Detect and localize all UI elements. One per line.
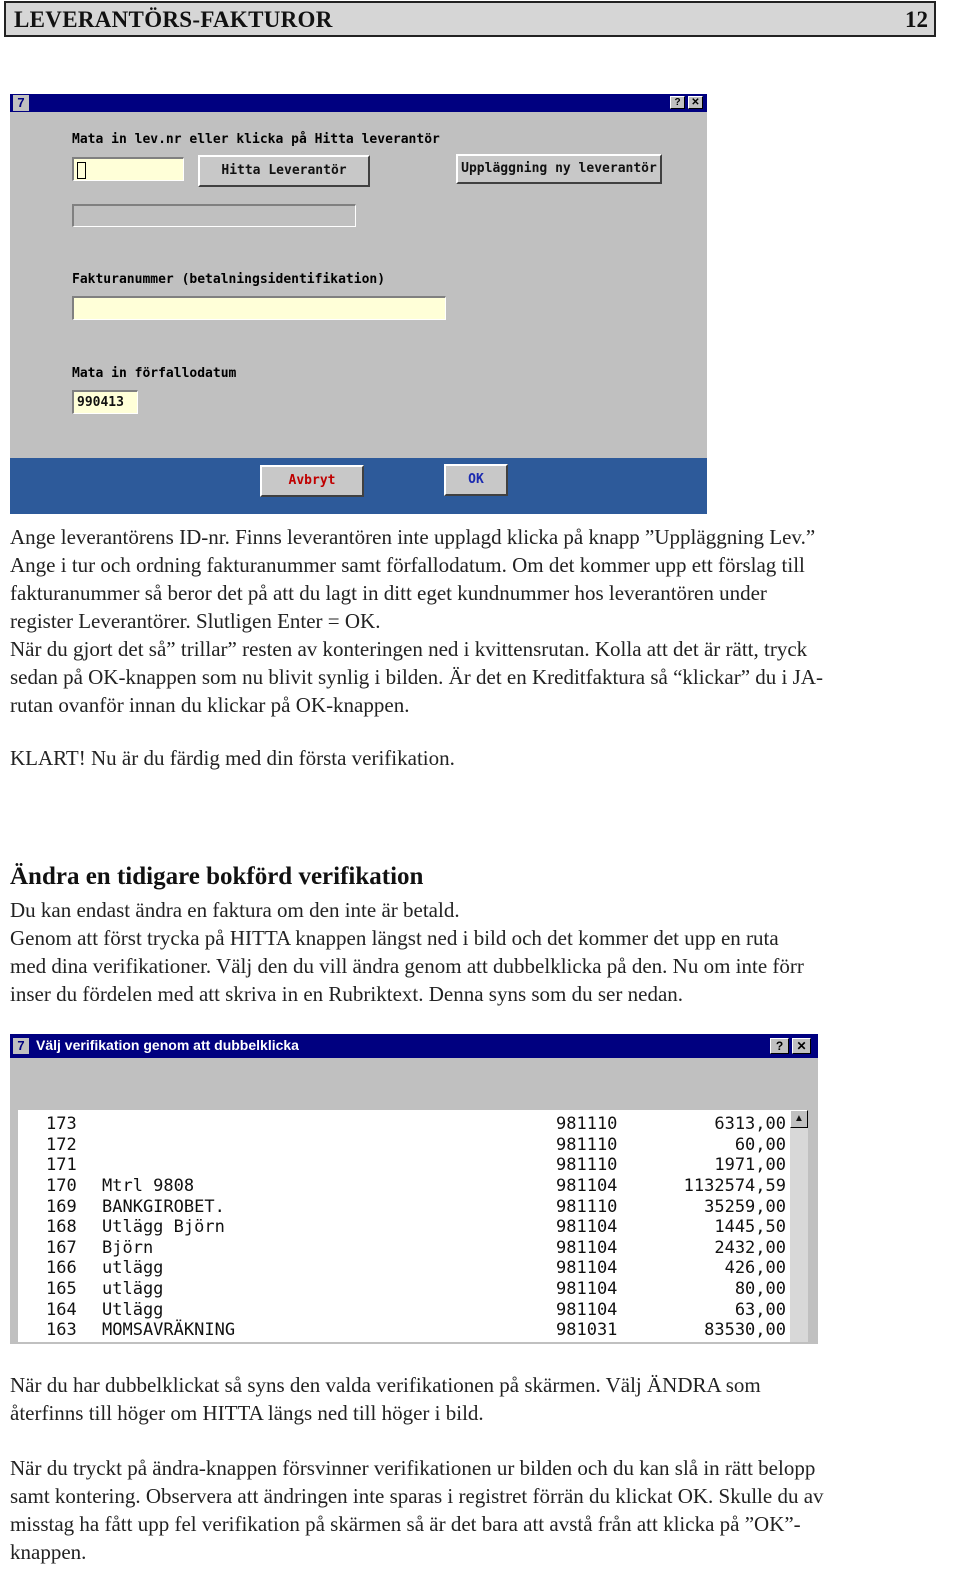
text-line: med dina verifikationer. Välj den du vill ändra genom att dubbelklicka på den. Nu om inte förr: [10, 954, 804, 978]
text-line: När du gjort det så” trillar” resten av konteringen ned i kvittensrutan. Kolla att det är rätt, tryck: [10, 637, 808, 661]
dialog-titlebar: [10, 94, 707, 112]
page-title: LEVERANTÖRS-FAKTUROR: [14, 7, 333, 32]
help-icon[interactable]: ?: [770, 1038, 789, 1054]
text-line: fakturanummer så beror det på att du lagt in ditt eget kundnummer hos leverantören under: [10, 581, 767, 605]
list-item[interactable]: 169 BANKGIROBET. 981110 35259,00: [46, 1197, 786, 1217]
vertical-scrollbar[interactable]: [790, 1110, 808, 1342]
instruction-text: [10, 523, 823, 719]
list-item[interactable]: 172 981110 60,00: [46, 1135, 786, 1155]
text-line: Ange i tur och ordning fakturanummer samt förfallodatum. Om det kommer upp ett förslag till: [10, 553, 805, 577]
text-line: Genom att först trycka på HITTA knappen längst ned i bild och det kommer det upp en ruta: [10, 926, 779, 950]
list-item[interactable]: 168 Utlägg Björn 981104 1445,50: [46, 1217, 786, 1237]
cancel-button[interactable]: Avbryt: [260, 465, 364, 497]
text-cursor: [77, 162, 86, 179]
supplier-label: Mata in lev.nr eller klicka på Hitta leverantör: [72, 132, 440, 147]
text-line: rutan ovanför innan du klickar på OK-knappen.: [10, 693, 410, 717]
close-icon[interactable]: ✕: [688, 96, 703, 109]
help-icon[interactable]: ?: [670, 96, 685, 109]
text-line: När du har dubbelklickat så syns den valda verifikationen på skärmen. Välj ÄNDRA som: [10, 1373, 761, 1397]
dialog-titlebar: [10, 1034, 818, 1058]
text-line: Ange leverantörens ID-nr. Finns leverantören inte upplagd klicka på knapp ”Uppläggning Lev.”: [10, 525, 816, 549]
ok-button[interactable]: OK: [444, 464, 508, 496]
text-line: inser du fördelen med att skriva in en Rubriktext. Denna syns som du ser nedan.: [10, 982, 684, 1006]
due-date-input[interactable]: 990413: [72, 390, 138, 414]
section-text: [10, 896, 804, 1008]
invoice-number-label: Fakturanummer (betalningsidentifikation): [72, 272, 386, 287]
text-line: misstag ha fått upp fel verifikation på skärmen så är det bara att avstå från att klicka på ”OK”-: [10, 1512, 801, 1536]
list-item[interactable]: 166 utlägg 981104 426,00: [46, 1258, 786, 1278]
text-line: knappen.: [10, 1540, 87, 1564]
edit-instruction-text: [10, 1454, 824, 1566]
close-icon[interactable]: ✕: [792, 1038, 811, 1054]
text-line: register Leverantörer. Slutligen Enter = OK.: [10, 609, 381, 633]
text-line: samt kontering. Observera att ändringen inte sparas i registret förrän du klickat OK. Skulle du av: [10, 1484, 824, 1508]
klart-text: KLART! Nu är du färdig med din första verifikation.: [10, 746, 455, 770]
list-item[interactable]: 164 Utlägg 981104 63,00: [46, 1300, 786, 1320]
list-item[interactable]: 171 981110 1971,00: [46, 1155, 786, 1175]
text-line: När du tryckt på ändra-knappen försvinner verifikationen ur bilden och du kan slå in rätt belopp: [10, 1456, 816, 1480]
list-item[interactable]: 167 Björn 981104 2432,00: [46, 1238, 786, 1258]
invoice-entry-dialog: [10, 94, 707, 514]
list-item[interactable]: 165 utlägg 981104 80,00: [46, 1279, 786, 1299]
due-date-label: Mata in förfallodatum: [72, 366, 237, 381]
invoice-number-input[interactable]: [72, 296, 446, 320]
list-item[interactable]: 170 Mtrl 9808 981104 1132574,59: [46, 1176, 786, 1196]
page-header: [4, 1, 936, 37]
choose-verification-dialog: [10, 1034, 818, 1344]
list-item[interactable]: 163 MOMSAVRÄKNING 981031 83530,00: [46, 1320, 786, 1340]
section-heading: Ändra en tidigare bokförd verifikation: [10, 863, 424, 890]
scroll-up-arrow-icon[interactable]: ▲: [790, 1110, 808, 1128]
verification-list[interactable]: [18, 1110, 790, 1342]
new-supplier-button[interactable]: Uppläggning ny leverantör: [456, 154, 662, 184]
app-icon: 7: [13, 95, 29, 111]
dialog-button-bar: [10, 458, 707, 514]
supplier-name-display: [72, 204, 356, 227]
text-line: återfinns till höger om HITTA längs ned till höger i bild.: [10, 1401, 484, 1425]
text-line: Du kan endast ändra en faktura om den inte är betald.: [10, 898, 460, 922]
page-number: 12: [905, 7, 928, 32]
dialog-title: Välj verifikation genom att dubbelklicka: [36, 1037, 299, 1053]
list-item[interactable]: 173 981110 6313,00: [46, 1114, 786, 1134]
find-supplier-button[interactable]: Hitta Leverantör: [198, 155, 370, 187]
text-line: sedan på OK-knappen som nu blivit synlig i bilden. Är det en Kreditfaktura så “klickar” du i JA-: [10, 665, 823, 689]
app-icon: 7: [13, 1038, 29, 1054]
after-doubleclick-text: [10, 1371, 761, 1427]
supplier-input[interactable]: [72, 157, 184, 181]
